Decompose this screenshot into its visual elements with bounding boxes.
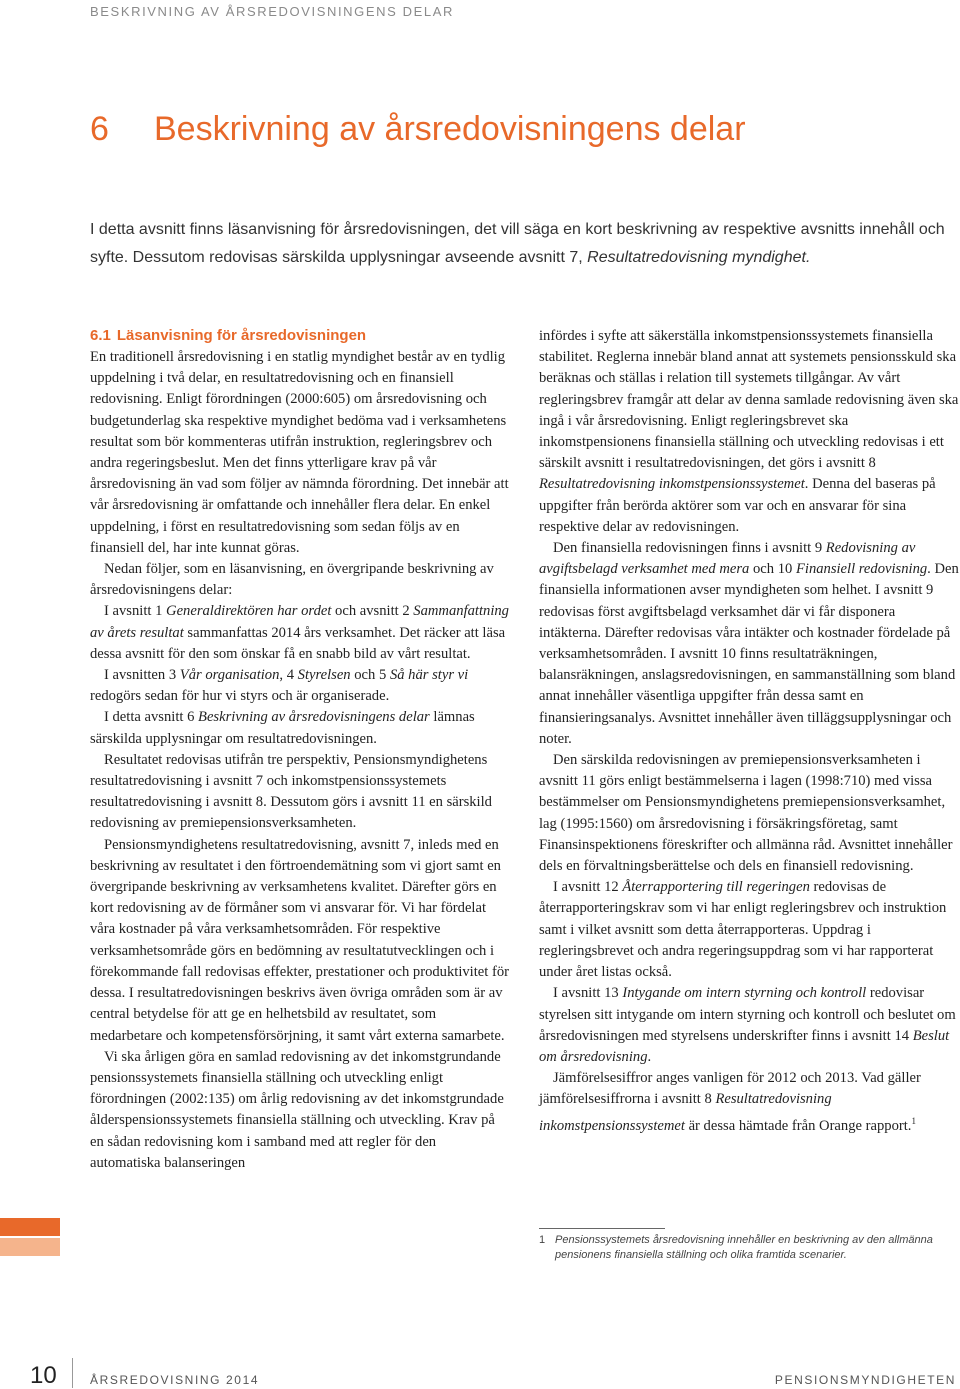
paragraph: Pensionsmyndighetens resultatredovisning, avsnitt 7, inleds med en beskrivning av resultatet i den förtroendemätning som vi gjort samt en övergripande beskrivning av verksamhetens kvalitet. Därefter görs en kort redovisning av de förmåner som vi ansvarar för. Vi har fördelat våra kostnader på våra verksamhetsområden. För respektive verksamhetsområde görs en bedömning av resultatutvecklingen och i förekommande fall redovisas effekter, prestationer och produktivitet för dessa. I resultatredovisningen beskrivs även övriga områden som är av central betydelse för att ge en helhetsbild av resultatet, som medarbetare och kompetensförsörjning, it samt vårt externa samarbete.	[90, 836, 509, 1044]
decorative-side-bar	[0, 1218, 60, 1236]
footnote-reference: 1	[911, 1115, 916, 1126]
left-column	[90, 326, 510, 1174]
footnote-divider	[539, 1228, 665, 1229]
paragraph: Jämförelsesiffror anges vanligen för 2012 och 2013. Vad gäller jämförelsesiffrorna i avsnitt 8 Resultatredovisning inkomstpensionssystemet är dessa hämtade från Orange rapport.$^1$	[539, 1070, 921, 1134]
intro-end: .	[805, 249, 811, 266]
chapter-intro	[90, 216, 950, 272]
chapter-title	[90, 110, 746, 149]
paragraph: infördes i syfte att säkerställa inkomstpensionssystemets finansiella stabilitet. Reglerna innebär bland annat att systemets pensionsskuld ska beräknas och ställas i relation till systemets tillgångar. Av vårt regleringsbrev framgår att delar av denna samlade redovisning även ska ingå i vår årsredovisning. Enligt regleringsbrevet ska inkomstpensionens finansiella ställning och utveckling redovisas i ett särskilt avsnitt i resultatredovisningen, det görs i avsnitt 8 Resultatredovisning inkomstpensionssystemet. Denna del baseras på uppgifter från berörda aktörer som var och en ansvarar för sina respektive delar av redovisningen.	[539, 328, 959, 535]
right-column	[539, 326, 959, 1137]
section-number: 6.1	[90, 327, 111, 344]
footer-divider	[72, 1358, 73, 1388]
paragraph: I avsnitt 13 Intygande om intern styrning och kontroll redovisar styrelsen sitt intygande om intern styrning och kontroll och beslutet om årsredovisningen med styrelsens underskrifter finns i avsnitt 14 Beslut om årsredovisning.	[539, 985, 956, 1065]
intro-text: I detta avsnitt finns läsanvisning för årsredovisningen, det vill säga en kort beskrivning av respektive avsnitts innehåll och syfte. Dessutom redovisas särskilda upplysningar avseende avsnitt 7,	[90, 221, 945, 266]
paragraph: Nedan följer, som en läsanvisning, en övergripande beskrivning av årsredovisningens delar:	[90, 561, 494, 599]
running-head: BESKRIVNING AV ÅRSREDOVISNINGENS DELAR	[90, 4, 454, 19]
page-number: 10	[30, 1362, 57, 1389]
paragraph: I avsnitten 3 Vår organisation, 4 Styrelsen och 5 Så här styr vi redogörs sedan för hur vi styrs och är organiserade.	[90, 667, 469, 705]
paragraph: Resultatet redovisas utifrån tre perspektiv, Pensionsmyndighetens resultatredovisning i avsnitt 7 och inkomstpensionssystemets resultatredovisning i avsnitt 8. Dessutom görs i avsnitt 11 en särskild redovisning av premiepensionsverksamheten.	[90, 751, 492, 832]
paragraph: I avsnitt 1 Generaldirektören har ordet och avsnitt 2 Sammanfattning av årets resultat sammanfattas 2014 års verksamhet. Det räcker att läsa dessa avsnitt för den som önskar få en snabb bild av vårt resultat.	[90, 603, 509, 662]
footnote	[539, 1233, 959, 1263]
paragraph: Vi ska årligen göra en samlad redovisning av det inkomstgrundande pensionssystemets finansiella ställning och utveckling enligt förordningen (2002:135) om årlig redovisning av det inkomstgrundade ålderspensionssystemets finansiella ställning och utveckling. Krav på en sådan redovisning kom i samband med att regler för den automatiska balanseringen	[90, 1048, 504, 1171]
chapter-title-text: Beskrivning av årsredovisningens delar	[154, 110, 746, 148]
footer-publication: ÅRSREDOVISNING 2014	[90, 1373, 260, 1387]
paragraph: I avsnitt 12 Återrapportering till regeringen redovisas de återrapporteringskrav som vi har enligt regleringsbrev och instruktion samt i vilket avsnitt som detta återrapporteras. Uppdrag i regleringsbrevet och andra regeringsuppdrag som vi har rapporterat under året listas också.	[539, 879, 947, 981]
paragraph: Den särskilda redovisningen av premiepensionsverksamheten i avsnitt 11 görs enligt bestämmelserna i lagen (1998:710) med vissa bestämmelser om Pensionsmyndighetens premiepensionsverksamhet, lag (1995:1560) om årsredovisning i försäkringsföretag, samt Finansinspektionens föreskrifter och allmänna råd. Avsnittet innehåller dels en förvaltningsberättelse och dels en finansiell redovisning.	[539, 752, 953, 875]
intro-italic: Resultatredovisning myndighet	[587, 249, 806, 266]
chapter-number: 6	[90, 110, 109, 148]
footnote-number: 1	[539, 1234, 546, 1246]
paragraph: I detta avsnitt 6 Beskrivning av årsredovisningens delar lämnas särskilda upplysningar om resultatredovisningen.	[90, 709, 475, 747]
paragraph: Den finansiella redovisningen finns i avsnitt 9 Redovisning av avgiftsbelagd verksamhet med mera och 10 Finansiell redovisning. Den finansiella informationen avser myndigheten som helhet. I avsnitt 9 redovisas först avgiftsbelagd verksamhet där vi får disponera intäkterna. Därefter redovisas våra intäkter och kostnader fördelade på verksamhetsområden. I avsnitt 10 finns resultaträkningen, balansräkningen, anslagsredovisningen, en sammanställning som bland annat innehåller väsentliga uppgifter från dessa samt en finansieringsanalys. Avsnittet innehåller även tilläggsupplysningar och noter.	[539, 540, 959, 747]
section-title: Läsanvisning för årsredovisningen	[116, 327, 367, 344]
footer-organization: PENSIONSMYNDIGHETEN	[774, 1373, 956, 1387]
decorative-side-bar	[0, 1238, 60, 1256]
paragraph: En traditionell årsredovisning i en statlig myndighet består av en tydlig uppdelning i två delar, en resultatredovisning och en finansiell redovisning. Enligt förordningen (2000:605) om årsredovisning och budgetunderlag ska respektive myndighet bedöma vad i verksamhetens resultat som bör kommenteras utifrån instruktion, regleringsbrev och andra regeringsbeslut. Men det finns ytterligare krav på vår årsredovisning än vad som följer av nämnda förordning. Det innebär att vår årsredovisning är omfattande och innehåller flera delar. En enkel uppdelning, i först en resultatredovisning som sedan följs av en finansiell del, har inte kunnat göras.	[90, 349, 509, 556]
footnote-text: Pensionssystemets årsredovisning innehåller en beskrivning av den allmänna pensionens finansiella ställning och olika framtida scenarier.	[555, 1234, 933, 1261]
section-heading	[90, 326, 510, 346]
